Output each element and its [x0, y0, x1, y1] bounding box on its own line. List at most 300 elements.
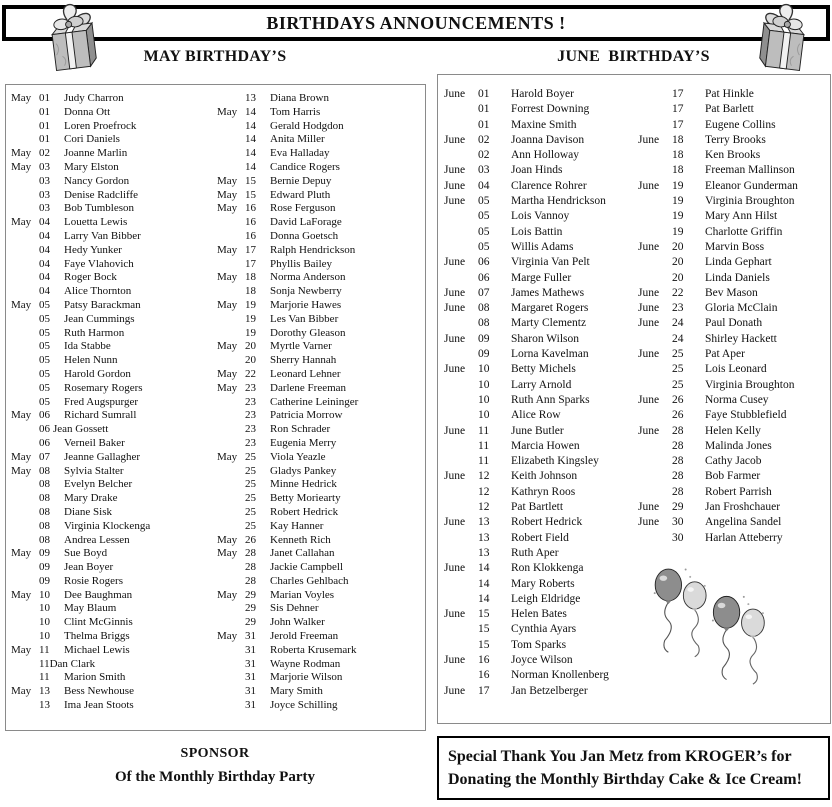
- person-name: Catherine Leininger: [270, 395, 359, 408]
- person-name: Alice Thornton: [64, 285, 132, 298]
- month-label: [638, 255, 672, 270]
- person-name: Les Van Bibber: [270, 312, 339, 325]
- month-label: [217, 685, 245, 699]
- person-name: Kenneth Rich: [270, 533, 331, 546]
- month-label: [638, 194, 672, 209]
- day-label: 04: [39, 285, 50, 298]
- day-label: 12: [478, 485, 490, 498]
- birthday-row: [444, 485, 609, 500]
- month-label: [444, 102, 478, 117]
- month-label: [217, 699, 245, 713]
- day-label: 31: [245, 657, 256, 670]
- month-label: May: [11, 160, 32, 173]
- month-label: [11, 699, 39, 713]
- birthday-row: [444, 577, 609, 592]
- day-label: 28: [245, 561, 256, 574]
- birthday-row: [217, 313, 358, 327]
- month-label: [638, 225, 672, 240]
- day-label: 28: [672, 439, 684, 452]
- day-label: 28: [245, 574, 256, 587]
- birthday-row: [11, 161, 150, 175]
- month-label: June: [444, 470, 466, 483]
- month-label: May: [217, 271, 238, 284]
- day-label: 06: [39, 436, 50, 449]
- day-label: 14: [245, 105, 256, 118]
- day-label: 29: [672, 501, 684, 514]
- person-name: Ida Stabbe: [64, 340, 111, 353]
- birthday-row: [217, 685, 358, 699]
- birthday-row: [217, 340, 358, 354]
- person-name: Dan Clark: [49, 657, 96, 670]
- month-label: May: [217, 243, 238, 256]
- person-name: Viola Yeazle: [270, 450, 326, 463]
- person-name: David LaForage: [270, 216, 342, 229]
- birthday-row: [638, 378, 798, 393]
- birthday-row: [11, 534, 150, 548]
- day-label: 16: [245, 202, 256, 215]
- person-name: Maxine Smith: [511, 118, 577, 131]
- person-name: Judy Charron: [64, 92, 124, 104]
- day-label: 15: [245, 174, 256, 187]
- birthday-row: [638, 163, 798, 178]
- person-name: Clint McGinnis: [64, 616, 133, 629]
- month-label: [11, 202, 39, 216]
- birthday-row: [638, 271, 798, 286]
- person-name: Rose Ferguson: [270, 202, 336, 215]
- birthday-row: [217, 189, 358, 203]
- person-name: Kathryn Roos: [511, 485, 576, 498]
- month-label: [638, 209, 672, 224]
- day-label: 23: [245, 395, 256, 408]
- person-name: Jeanne Gallagher: [64, 450, 141, 463]
- month-label: [11, 658, 39, 672]
- person-name: Rosie Rogers: [64, 574, 123, 587]
- month-label: [11, 575, 39, 589]
- day-label: 31: [245, 699, 256, 712]
- birthday-row: [217, 534, 358, 548]
- person-name: Ron Schrader: [270, 423, 331, 436]
- day-label: 01: [39, 92, 50, 104]
- birthday-row: [11, 561, 150, 575]
- birthday-row: [444, 362, 609, 377]
- birthday-row: [217, 644, 358, 658]
- birthday-row: [11, 382, 150, 396]
- person-name: Dee Baughman: [64, 588, 133, 601]
- person-name: Marian Voyles: [270, 588, 335, 601]
- month-label: [217, 120, 245, 134]
- birthday-row: [11, 575, 150, 589]
- person-name: Thelma Briggs: [64, 630, 130, 643]
- month-label: [217, 354, 245, 368]
- person-name: Joanna Davison: [511, 133, 585, 146]
- month-label: May: [11, 643, 32, 656]
- day-label: 25: [245, 464, 256, 477]
- month-label: [638, 102, 672, 117]
- person-name: Janet Callahan: [270, 547, 335, 560]
- birthday-row: [217, 271, 358, 285]
- day-label: 13: [245, 92, 256, 104]
- day-label: 05: [478, 195, 490, 208]
- birthday-row: [444, 408, 609, 423]
- birthday-row: [11, 368, 150, 382]
- person-name: Sherry Hannah: [270, 354, 337, 367]
- person-name: Mary Smith: [270, 685, 323, 698]
- month-label: [444, 546, 478, 561]
- birthday-row: [638, 485, 798, 500]
- day-label: 30: [672, 531, 684, 544]
- kroger-thanks-box: [437, 736, 830, 800]
- day-label: 08: [39, 533, 50, 546]
- month-label: [217, 575, 245, 589]
- birthday-row: [11, 492, 150, 506]
- person-name: Louetta Lewis: [64, 216, 128, 229]
- gift-icon: [32, 0, 110, 80]
- day-label: 29: [245, 602, 256, 615]
- day-label: 09: [39, 561, 50, 574]
- month-label: May: [11, 464, 32, 477]
- day-label: 20: [672, 240, 684, 253]
- birthday-row: [11, 216, 150, 230]
- month-label: [638, 118, 672, 133]
- sponsor-subheading: Of the Monthly Birthday Party: [115, 769, 315, 785]
- birthday-row: [638, 439, 798, 454]
- birthday-row: [11, 616, 150, 630]
- day-label: 23: [245, 436, 256, 449]
- birthday-row: [444, 163, 609, 178]
- month-label: [217, 658, 245, 672]
- birthday-row: [638, 102, 798, 117]
- birthday-row: [11, 340, 150, 354]
- day-label: 01: [478, 103, 490, 116]
- day-label: 10: [478, 409, 490, 422]
- month-label: [444, 408, 478, 423]
- birthday-row: [217, 409, 358, 423]
- day-label: 04: [39, 229, 50, 242]
- person-name: Charlotte Griffin: [705, 225, 783, 238]
- birthday-row: [217, 589, 358, 603]
- day-label: 14: [245, 160, 256, 173]
- person-name: Alice Row: [511, 409, 561, 422]
- birthday-row: [217, 382, 358, 396]
- month-label: [11, 396, 39, 410]
- day-label: 05: [39, 381, 50, 394]
- day-label: 28: [672, 485, 684, 498]
- month-label: June: [444, 363, 466, 376]
- month-label: June: [444, 302, 466, 315]
- month-label: May: [11, 685, 32, 698]
- month-label: May: [217, 298, 238, 311]
- month-label: June: [444, 286, 466, 299]
- day-label: 10: [39, 602, 50, 615]
- person-name: Marcia Howen: [511, 439, 580, 452]
- birthday-row: [217, 616, 358, 630]
- person-name: Malinda Jones: [705, 439, 772, 452]
- birthday-row: [11, 409, 150, 423]
- month-label: June: [444, 164, 466, 177]
- person-name: Joyce Wilson: [511, 653, 573, 666]
- month-label: [217, 133, 245, 147]
- person-name: Robert Hedrick: [511, 516, 583, 529]
- person-name: Jackie Campbell: [270, 561, 344, 574]
- day-label: 20: [245, 354, 256, 367]
- month-label: [444, 638, 478, 653]
- month-label: June: [444, 332, 466, 345]
- birthday-row: [11, 547, 150, 561]
- month-label: May: [217, 340, 238, 353]
- month-label: [638, 362, 672, 377]
- birthday-row: [444, 454, 609, 469]
- person-name: Linda Daniels: [705, 271, 770, 284]
- person-name: Patsy Barackman: [64, 298, 141, 311]
- birthday-row: [11, 658, 150, 672]
- month-label: [444, 240, 478, 255]
- day-label: 12: [478, 501, 490, 514]
- birthday-row: [444, 301, 609, 316]
- month-label: [217, 285, 245, 299]
- person-name: Robert Parrish: [705, 485, 772, 498]
- month-label: June: [638, 133, 660, 146]
- birthday-row: [217, 437, 358, 451]
- person-name: Terry Brooks: [705, 133, 766, 146]
- birthday-row: [11, 437, 150, 451]
- day-label: 11: [39, 643, 50, 656]
- day-label: 23: [245, 423, 256, 436]
- person-name: Larry Van Bibber: [64, 229, 141, 242]
- person-name: Ruth Aper: [511, 546, 559, 559]
- person-name: Jean Gossett: [53, 423, 109, 436]
- day-label: 15: [245, 188, 256, 201]
- birthday-row: [444, 684, 609, 699]
- birthday-row: [444, 561, 609, 576]
- person-name: Virginia Broughton: [705, 195, 795, 208]
- birthday-row: [444, 607, 609, 622]
- person-name: Gerald Hodgdon: [270, 119, 344, 132]
- person-name: Jan Betzelberger: [511, 684, 588, 697]
- day-label: 09: [478, 348, 490, 361]
- month-label: June: [444, 653, 466, 666]
- day-label: 28: [245, 547, 256, 560]
- month-label: [444, 622, 478, 637]
- person-name: Anita Miller: [270, 133, 325, 146]
- person-name: Gladys Pankey: [270, 464, 337, 477]
- thanks-line-1: Special Thank You Jan Metz from KROGER’s for: [448, 747, 792, 765]
- day-label: 01: [39, 133, 50, 146]
- day-label: 25: [672, 348, 684, 361]
- birthday-row: [11, 285, 150, 299]
- person-name: Joan Hinds: [511, 164, 563, 177]
- birthday-row: [638, 179, 798, 194]
- day-label: 31: [245, 630, 256, 643]
- person-name: James Mathews: [511, 286, 585, 299]
- day-label: 25: [672, 378, 684, 391]
- month-label: [217, 313, 245, 327]
- day-label: 02: [39, 147, 50, 160]
- birthday-row: [638, 209, 798, 224]
- month-label: [638, 408, 672, 423]
- person-name: Leigh Eldridge: [511, 592, 581, 605]
- person-name: Jean Boyer: [64, 561, 114, 574]
- month-label: [638, 271, 672, 286]
- birthday-row: [11, 644, 150, 658]
- sponsor-block: [5, 746, 425, 786]
- month-label: [444, 209, 478, 224]
- month-label: [11, 133, 39, 147]
- birthday-row: [217, 575, 358, 589]
- day-label: 07: [478, 286, 490, 299]
- person-name: Elizabeth Kingsley: [511, 455, 599, 468]
- person-name: Joyce Schilling: [270, 699, 338, 712]
- month-label: June: [444, 256, 466, 269]
- birthday-row: [11, 478, 150, 492]
- day-label: 08: [39, 505, 50, 518]
- month-label: June: [444, 133, 466, 146]
- month-label: [444, 531, 478, 546]
- month-label: [11, 189, 39, 203]
- day-label: 19: [245, 298, 256, 311]
- birthday-row: [217, 244, 358, 258]
- day-label: 04: [478, 179, 490, 192]
- birthday-row: [11, 451, 150, 465]
- month-label: [638, 485, 672, 500]
- day-label: 11: [478, 424, 490, 437]
- person-name: Andrea Lessen: [64, 533, 130, 546]
- day-label: 25: [245, 505, 256, 518]
- day-label: 26: [672, 393, 684, 406]
- month-label: [638, 439, 672, 454]
- day-label: 01: [39, 119, 50, 132]
- birthday-row: [444, 531, 609, 546]
- birthday-row: [11, 396, 150, 410]
- person-name: Ralph Hendrickson: [270, 243, 356, 256]
- birthday-row: [217, 520, 358, 534]
- may-birthdays-box: [5, 84, 426, 731]
- birthday-row: [217, 465, 358, 479]
- birthday-row: [11, 602, 150, 616]
- day-label: 02: [478, 133, 490, 146]
- birthday-row: [444, 592, 609, 607]
- person-name: Sylvia Stalter: [64, 464, 124, 477]
- month-label: [217, 465, 245, 479]
- month-label: [217, 258, 245, 272]
- month-label: [217, 602, 245, 616]
- month-label: May: [217, 533, 238, 546]
- month-label: June: [444, 424, 466, 437]
- day-label: 02: [478, 149, 490, 162]
- day-label: 08: [39, 478, 50, 491]
- month-label: [11, 506, 39, 520]
- birthday-row: [638, 454, 798, 469]
- day-label: 23: [672, 302, 684, 315]
- person-name: Eva Halladay: [270, 147, 330, 160]
- month-label: [11, 175, 39, 189]
- day-label: 28: [672, 470, 684, 483]
- person-name: Tom Harris: [270, 105, 321, 118]
- day-label: 17: [672, 88, 684, 100]
- person-name: Pat Bartlett: [511, 501, 564, 514]
- may-column-1: [11, 92, 150, 713]
- day-label: 19: [672, 195, 684, 208]
- birthday-row: [217, 699, 358, 713]
- month-label: [217, 92, 245, 106]
- month-label: [11, 423, 39, 437]
- month-label: [444, 439, 478, 454]
- birthday-row: [217, 216, 358, 230]
- announcements-banner: [2, 5, 830, 41]
- birthday-row: [444, 638, 609, 653]
- month-label: [444, 347, 478, 362]
- day-label: 18: [245, 285, 256, 298]
- person-name: Norman Knollenberg: [511, 669, 609, 682]
- month-label: [444, 225, 478, 240]
- month-label: [11, 271, 39, 285]
- day-label: 20: [672, 271, 684, 284]
- birthday-row: [217, 478, 358, 492]
- day-label: 14: [478, 562, 490, 575]
- day-label: 08: [39, 519, 50, 532]
- birthday-row: [11, 175, 150, 189]
- month-label: May: [11, 588, 32, 601]
- month-label: [11, 602, 39, 616]
- birthday-row: [638, 393, 798, 408]
- birthday-row: [638, 469, 798, 484]
- day-label: 04: [39, 257, 50, 270]
- birthday-row: [217, 561, 358, 575]
- birthday-row: [11, 147, 150, 161]
- day-label: 23: [245, 381, 256, 394]
- birthday-row: [638, 408, 798, 423]
- month-label: [11, 230, 39, 244]
- birthday-row: [444, 515, 609, 530]
- day-label: 29: [245, 588, 256, 601]
- day-label: 26: [245, 533, 256, 546]
- day-label: 17: [478, 684, 490, 697]
- month-label: June: [444, 516, 466, 529]
- birthday-row: [638, 87, 798, 102]
- person-name: Helen Nunn: [64, 354, 118, 367]
- month-label: [444, 118, 478, 133]
- day-label: 05: [39, 354, 50, 367]
- birthday-row: [217, 327, 358, 341]
- birthday-row: [444, 194, 609, 209]
- birthday-row: [444, 439, 609, 454]
- person-name: Minne Hedrick: [270, 478, 337, 491]
- birthday-row: [217, 133, 358, 147]
- day-label: 19: [245, 312, 256, 325]
- month-label: May: [217, 367, 238, 380]
- birthday-row: [638, 362, 798, 377]
- birthday-row: [217, 175, 358, 189]
- person-name: Harlan Atteberry: [705, 531, 783, 544]
- month-label: June: [444, 179, 466, 192]
- person-name: Cynthia Ayars: [511, 623, 577, 636]
- birthday-row: [11, 465, 150, 479]
- birthday-row: [11, 120, 150, 134]
- person-name: Evelyn Belcher: [64, 478, 133, 491]
- month-label: May: [217, 547, 238, 560]
- month-label: [217, 492, 245, 506]
- day-label: 25: [672, 363, 684, 376]
- day-label: 26: [672, 409, 684, 422]
- month-label: May: [11, 298, 32, 311]
- person-name: Freeman Mallinson: [705, 164, 795, 177]
- day-label: 05: [39, 395, 50, 408]
- month-label: [217, 616, 245, 630]
- person-name: John Walker: [270, 616, 325, 629]
- birthday-row: [638, 316, 798, 331]
- birthday-row: [444, 347, 609, 362]
- person-name: Harold Gordon: [64, 367, 131, 380]
- person-name: Candice Rogers: [270, 160, 340, 173]
